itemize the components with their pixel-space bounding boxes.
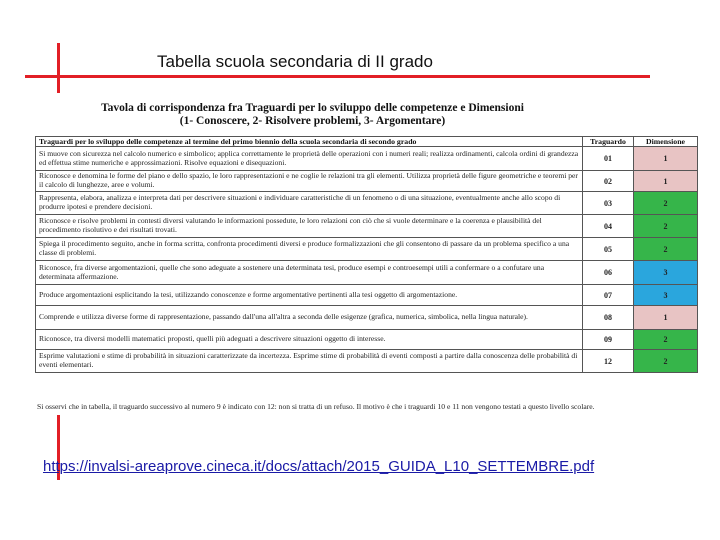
dimension-value: 3 <box>634 285 698 306</box>
dimension-value: 1 <box>634 147 698 171</box>
dimension-value: 1 <box>634 306 698 330</box>
traguardo-description: Spiega il procedimento seguito, anche in forma scritta, confronta procedimenti diversi e produce formalizzazioni che gli consentono di passare da un problema specifico a una classe di problemi. <box>36 238 583 261</box>
traguardo-description: Riconosce e risolve problemi in contesti diversi valutando le informazioni possedute, le loro relazioni con ciò che si vuole determinare e la coerenza e plausibilità del procedimento risolutivo e dei risultati trovati. <box>36 215 583 238</box>
dimension-value: 2 <box>634 330 698 350</box>
header-dimensione: Dimensione <box>634 137 698 147</box>
table-row <box>36 147 698 171</box>
traguardo-code: 02 <box>583 171 634 192</box>
traguardo-code: 09 <box>583 330 634 350</box>
table-row <box>36 171 698 192</box>
traguardo-code: 08 <box>583 306 634 330</box>
table-row <box>36 285 698 306</box>
table-row <box>36 330 698 350</box>
traguardo-code: 07 <box>583 285 634 306</box>
document-title <box>35 102 590 128</box>
document-title-line-2: (1- Conoscere, 2- Risolvere problemi, 3- Argomentare) <box>179 115 446 127</box>
table-row <box>36 215 698 238</box>
header-traguardo: Traguardo <box>583 137 634 147</box>
source-link[interactable]: https://invalsi-areaprove.cineca.it/docs/attach/2015_GUIDA_L10_SETTEMBRE.pdf <box>43 458 595 475</box>
correspondence-table <box>35 136 698 373</box>
header-description: Traguardi per lo sviluppo delle competenze al termine del primo biennio della scuola secondaria di secondo grado <box>36 137 583 147</box>
dimension-value: 2 <box>634 215 698 238</box>
table-header-row <box>36 137 698 147</box>
table-row <box>36 350 698 373</box>
traguardo-code: 06 <box>583 261 634 285</box>
traguardo-code: 05 <box>583 238 634 261</box>
dimension-value: 2 <box>634 350 698 373</box>
slide-title: Tabella scuola secondaria di II grado <box>157 52 433 71</box>
document-title-line-1: Tavola di corrispondenza fra Traguardi per lo sviluppo delle competenze e Dimensioni <box>101 102 524 114</box>
traguardo-code: 03 <box>583 192 634 215</box>
red-horizontal-rule <box>25 75 650 78</box>
table-row <box>36 238 698 261</box>
traguardo-description: Riconosce, tra diversi modelli matematici proposti, quelli più adeguati a descrivere situazioni oggetto di interesse. <box>36 330 583 350</box>
dimension-value: 3 <box>634 261 698 285</box>
traguardo-description: Comprende e utilizza diverse forme di rappresentazione, passando dall'una all'altra a seconda delle esigenze (grafica, numerica, simbolica, nella lingua naturale). <box>36 306 583 330</box>
table-row <box>36 261 698 285</box>
traguardo-description: Produce argomentazioni esplicitando la tesi, utilizzando conoscenze e forme argomentative pertinenti alla tesi oggetto di argomentazione. <box>36 285 583 306</box>
table-row <box>36 306 698 330</box>
traguardo-description: Si muove con sicurezza nel calcolo numerico e simbolico; applica correttamente le proprietà delle operazioni con i numeri reali; realizza ordinamenti, calcola ordini di grandezza ed effettua stime numeriche e approssimazioni. Risolve equazioni e disequazioni. <box>36 147 583 171</box>
red-vertical-rule-top <box>57 43 60 93</box>
traguardo-code: 01 <box>583 147 634 171</box>
traguardo-description: Riconosce, fra diverse argomentazioni, quelle che sono adeguate a sostenere una determinata tesi, produce esempi e controesempi utili a confermare o a confutare una determinata affermazione. <box>36 261 583 285</box>
table-row <box>36 192 698 215</box>
dimension-value: 1 <box>634 171 698 192</box>
dimension-value: 2 <box>634 192 698 215</box>
traguardo-description: Rappresenta, elabora, analizza e interpreta dati per descrivere situazioni e individuare caratteristiche di un fenomeno o di una situazione, eventualmente anche allo scopo di produrre ipotesi e prendere decisioni. <box>36 192 583 215</box>
table-footnote: Si osservi che in tabella, il traguardo successivo al numero 9 è indicato con 12: non si tratta di un refuso. Il motivo è che i traguardi 10 e 11 non vengono testati a questo livello scolare. <box>37 402 595 411</box>
traguardo-code: 04 <box>583 215 634 238</box>
traguardo-code: 12 <box>583 350 634 373</box>
traguardo-description: Riconosce e denomina le forme del piano e dello spazio, le loro rappresentazioni e ne coglie le relazioni tra gli elementi. Utilizza proprietà delle figure geometriche e teoremi per il calcolo di lunghezze, aree e volumi. <box>36 171 583 192</box>
dimension-value: 2 <box>634 238 698 261</box>
traguardo-description: Esprime valutazioni e stime di probabilità in situazioni caratterizzate da incertezza. Esprime stime di probabilità di eventi composti a partire dalla conoscenza delle probabilità di eventi elementari. <box>36 350 583 373</box>
